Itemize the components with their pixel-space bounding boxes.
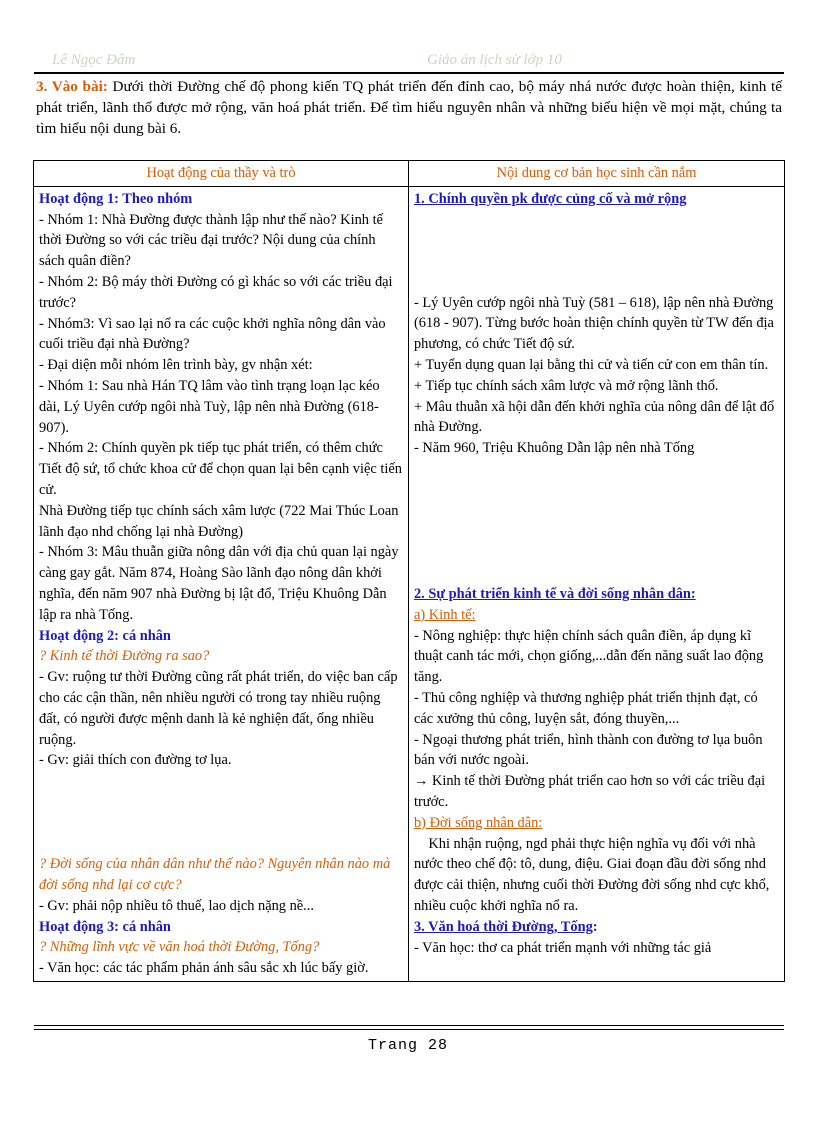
act2-question-1: ? Kinh tế thời Đường ra sao? (39, 648, 210, 665)
section-1-line: - Năm 960, Triệu Khuông Dẫn lập nên nhà Tống (413, 440, 695, 457)
activities-cell (34, 186, 409, 981)
header-content: Nội dung cơ bản học sinh cần nắm (408, 161, 784, 187)
act2-question-2: ? Đời sống của nhân dân như thế nào? Nguyên nhân nào mà đời sống nhd lại cơ cực? (39, 856, 391, 893)
arrow-right-icon: → (413, 773, 429, 790)
act2-line: - Gv: ruộng tư thời Đường cũng rất phát triển, do việc ban cấp cho các cận thần, nên nhiều người có trong tay nhiều ruộng đất, có người được mệnh danh là kẻ nghiện đất, ống nhiều ruộng. (39, 669, 398, 748)
intro-text: Dưới thời Đường chế độ phong kiến TQ phát triển đến đỉnh cao, bộ máy nhá nước được hoàn thiện, kinh tế phát triển, lãnh thổ được mở rộng, văn hoá phát triển. Để tìm hiểu nguyên nhân và những biểu hiện về mọi mặt, chúng ta tìm hiểu nội dung bài 6. (36, 78, 782, 137)
table-header-row (34, 161, 785, 187)
intro-paragraph (36, 76, 782, 139)
section-2-title: 2. Sự phát triển kinh tế và đời sống nhân dân: (413, 585, 696, 602)
section-1-line: - Lý Uyên cướp ngôi nhà Tuỳ (581 – 618), lập nên nhà Đường (618 - 907). Từng bước hoàn thiện chính quyền từ TW đến địa phương, có chức Tiết độ sứ. (413, 294, 774, 353)
act1-line: - Nhóm 1: Nhà Đường được thành lập như thế nào? Kinh tế thời Đường so với các triều đại trước? Nội dung của chính sách quân điền? (39, 211, 383, 270)
act1-line: - Nhóm 3: Mâu thuẫn giữa nông dân với địa chủ quan lại ngày càng gay gắt. Năm 874, Hoàng Sào lãnh đạo nông dân khởi nghĩa, đến năm 907 nhà Đường bị lật đổ, Triệu Khuông Dẫn lập ra nhà Tống. (39, 544, 399, 623)
section-2a-conclusion (414, 771, 780, 813)
header-rule (34, 72, 784, 74)
content-cell (408, 186, 784, 981)
section-2b-text: Khi nhận ruộng, ngd phải thực hiện nghĩa vụ đối với nhà nước theo chế độ: tô, dung, điệu. Giai đoạn đầu đời sống nhd được cải thiện, nhưng cuối thời Đường đời sống nhd cực khổ, nhiều cuộc khởi nghĩa nổ ra. (413, 835, 773, 914)
header-author: Lê Ngọc Đâm (52, 52, 136, 68)
page-number: Trang 28 (367, 1037, 448, 1054)
act3-question: ? Những lĩnh vực về văn hoá thời Đường, Tống? (39, 939, 320, 956)
act2-line-3: - Gv: phải nộp nhiều tô thuế, lao dịch nặng nề... (39, 897, 314, 914)
act2-line: - Gv: giải thích con đường tơ lụa. (39, 752, 232, 769)
act3-line: - Văn học: các tác phẩm phản ánh sâu sắc xh lúc bấy giờ. (39, 960, 369, 977)
table-body-row (34, 186, 785, 981)
section-2a-label: a) Kinh tế: (413, 606, 476, 623)
intro-label: 3. Vào bài: (36, 78, 108, 95)
act3-title: Hoạt động 3: cá nhân (39, 918, 171, 935)
act1-line: - Nhóm 2: Chính quyền pk tiếp tục phát triển, có thêm chức Tiết độ sứ, tổ chức khoa cử để chọn quan lại bên cạnh việc tiến cử. (39, 440, 402, 498)
section-3-title-line (414, 917, 780, 938)
act1-line: - Nhóm3: Vì sao lại nổ ra các cuộc khởi nghĩa nông dân vào cuối triều đại nhà Đường? (39, 315, 386, 353)
section-3-title: 3. Văn hoá thời Đường, Tống (413, 918, 593, 935)
header-activities: Hoạt động của thầy và trò (34, 161, 409, 187)
act1-line: - Đại diện mỗi nhóm lên trình bày, gv nhận xét: (39, 357, 313, 374)
lesson-table (33, 160, 785, 982)
section-1-line: + Tuyển dụng quan lại bằng thi cử và tiến cử con em thân tín. (413, 356, 769, 373)
section-2a-line: - Thủ công nghiệp và thương nghiệp phát triển thịnh đạt, có các xưởng thủ công, luyện sắt, đóng thuyền,... (413, 689, 758, 727)
section-3-colon: : (592, 918, 598, 935)
footer-rule (34, 1025, 784, 1026)
act1-line: - Nhóm 1: Sau nhà Hán TQ lâm vào tình trạng loạn lạc kéo dài, Lý Uyên cướp ngôi nhà Tuỳ, lập nên nhà Đường (618-907). (39, 377, 380, 436)
spacer (414, 210, 780, 293)
header-course: Giáo án lịch sử lớp 10 (427, 52, 562, 68)
act1-line: Nhà Đường tiếp tục chính sách xâm lược (722 Mai Thúc Loan lãnh đạo nhd chống lại nhà Đường) (39, 502, 399, 540)
spacer (39, 771, 404, 854)
section-2a-line: - Nông nghiệp: thực hiện chính sách quân điền, áp dụng kĩ thuật canh tác mới, chọn giống,...dẫn đến năng suất lao động tăng. (413, 627, 764, 686)
section-2a-line: - Ngoại thương phát triển, hình thành con đường tơ lụa buôn bán với nước ngoài. (413, 731, 763, 769)
section-2b-label: b) Đời sống nhân dân: (413, 814, 543, 831)
section-1-title: 1. Chính quyền pk được củng cố và mở rộng (413, 190, 687, 207)
section-2a-conclusion-text: Kinh tế thời Đường phát triển cao hơn so với các triều đại trước. (413, 773, 766, 810)
footer-rule (34, 1029, 784, 1030)
page-header (52, 52, 772, 72)
section-1-line: + Mâu thuẫn xã hội dẫn đến khởi nghĩa của nông dân để lật đổ nhà Đường. (413, 398, 775, 436)
act1-title: Hoạt động 1: Theo nhóm (39, 190, 193, 207)
spacer (414, 459, 780, 584)
section-3-line: - Văn học: thơ ca phát triển mạnh với những tác giả (413, 939, 712, 956)
section-1-line: + Tiếp tục chính sách xâm lược và mở rộng lãnh thổ. (413, 377, 719, 394)
act2-title: Hoạt động 2: cá nhân (39, 627, 171, 644)
act1-line: - Nhóm 2: Bộ máy thời Đường có gì khác so với các triều đại trước? (39, 273, 393, 311)
